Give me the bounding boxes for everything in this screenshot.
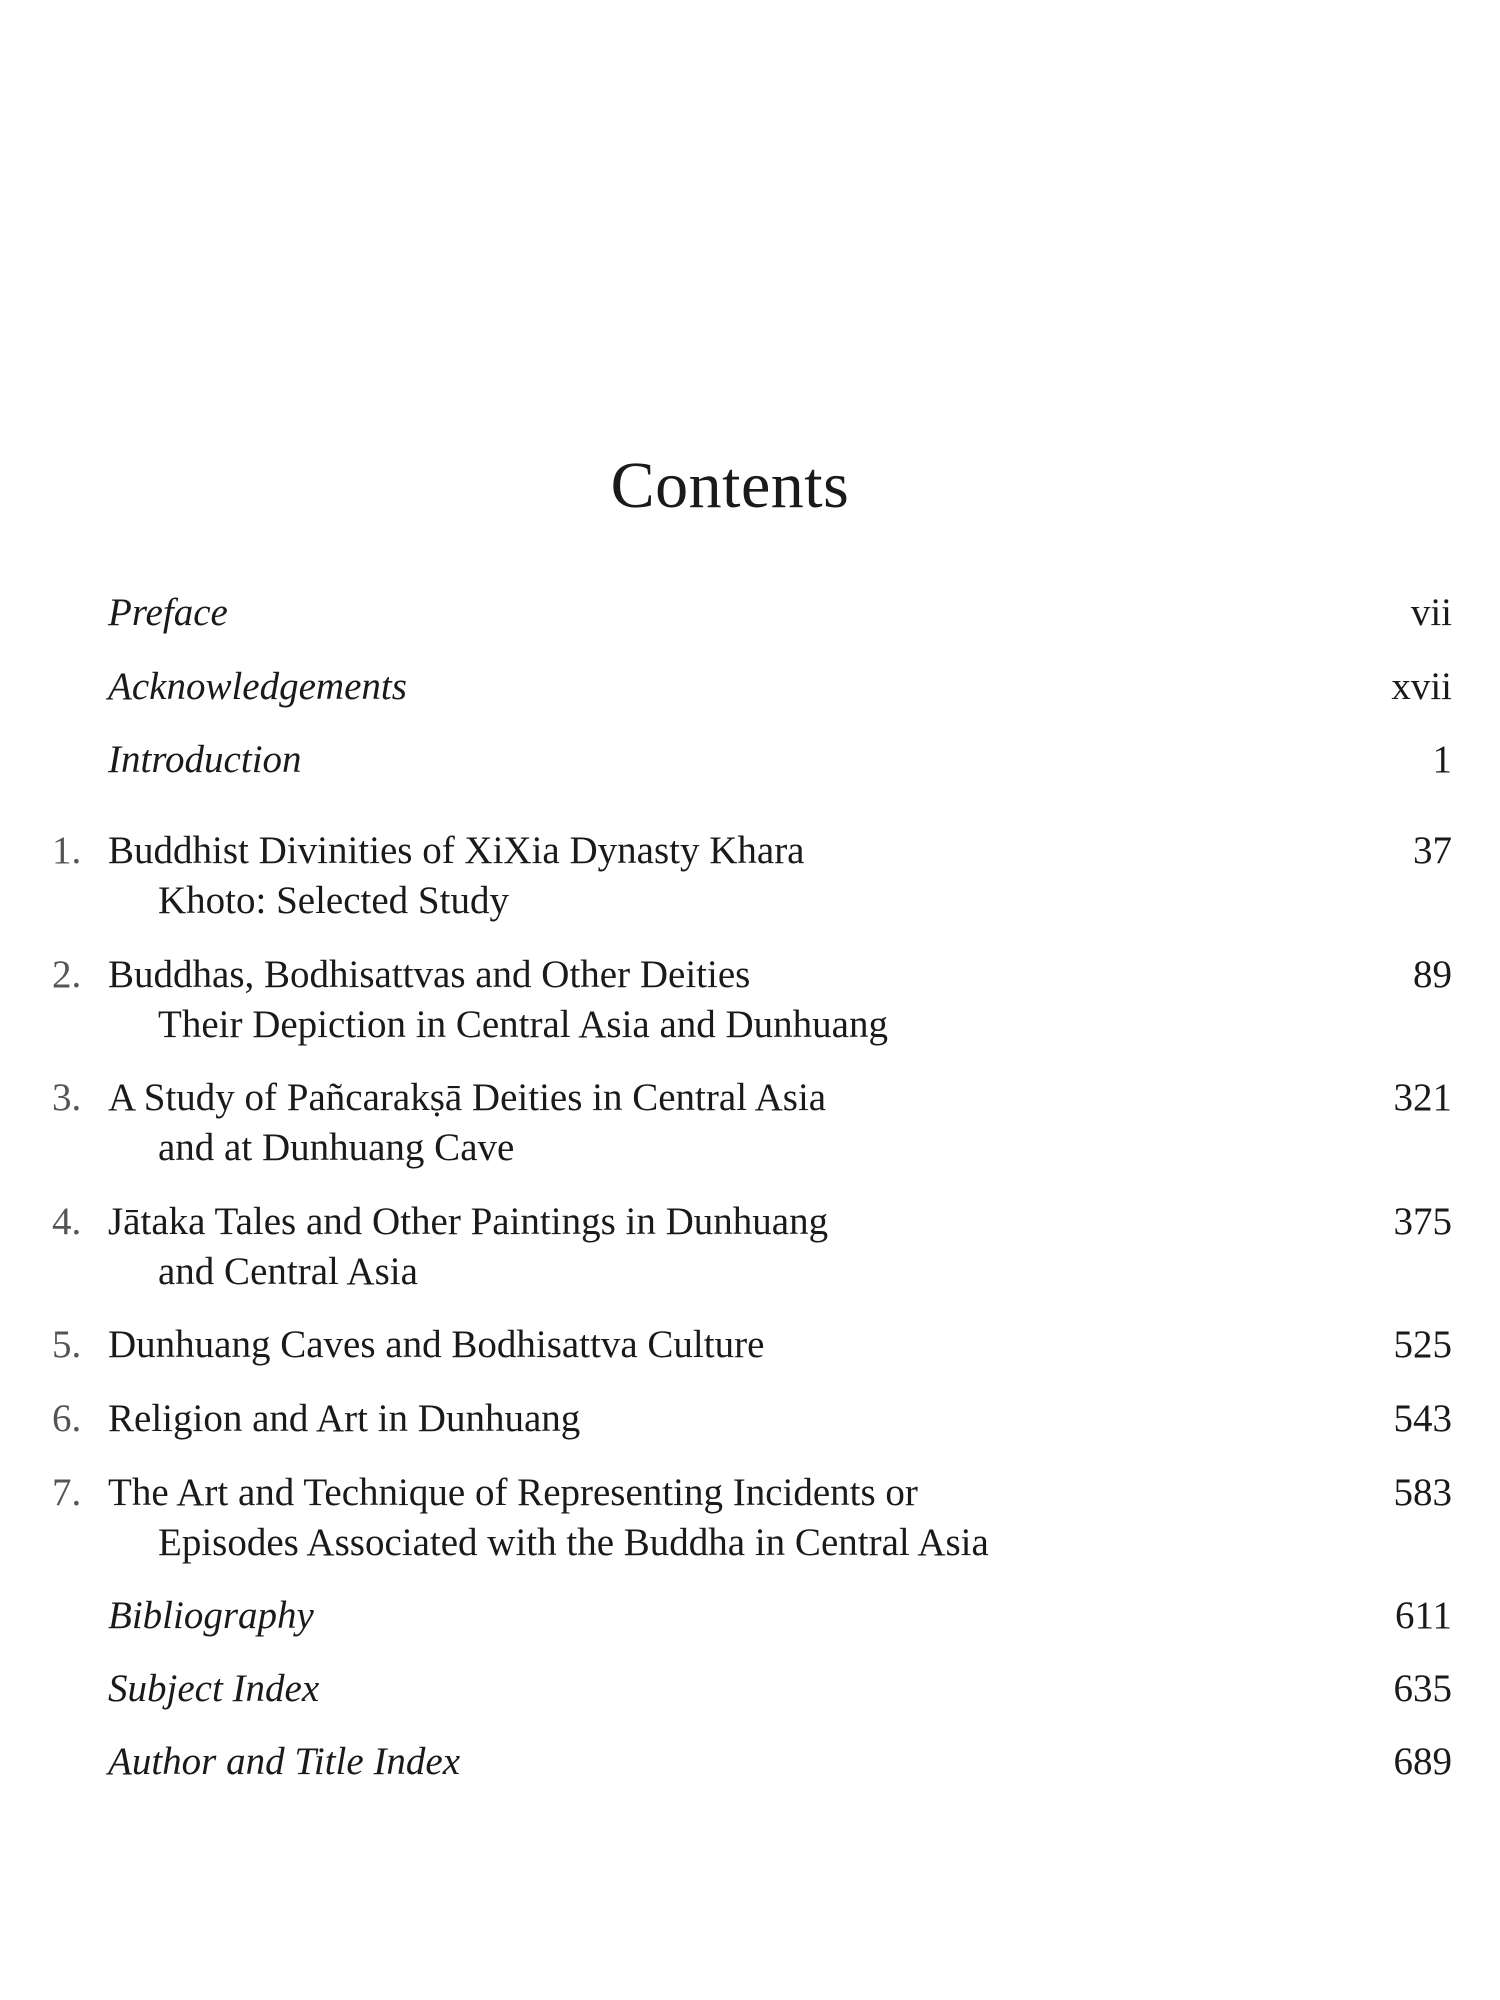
toc-page-number: 375	[1393, 1200, 1452, 1243]
chapter-number: 6.	[52, 1397, 82, 1440]
chapter-title-line1: A Study of Pañcarakṣā Deities in Central Asia	[108, 1076, 827, 1119]
toc-page-number: 689	[1393, 1740, 1452, 1783]
toc-page-number: 321	[1393, 1076, 1452, 1119]
chapter-title-line2: Episodes Associated with the Buddha in Central Asia	[158, 1521, 989, 1564]
toc-page-number: 37	[1413, 829, 1452, 872]
chapter-title-line2: Khoto: Selected Study	[158, 879, 509, 922]
toc-entry-label	[108, 950, 1248, 1050]
toc-page-number: 543	[1393, 1397, 1452, 1440]
toc-entry-label: Author and Title Index	[108, 1740, 461, 1783]
chapter-title-line1: Buddhas, Bodhisattvas and Other Deities	[108, 953, 751, 996]
chapter-number: 2.	[52, 953, 82, 996]
chapter-number: 5.	[52, 1323, 82, 1366]
toc-page-number: 1	[1432, 738, 1452, 781]
chapter-number: 1.	[52, 829, 82, 872]
chapter-title-line2: and at Dunhuang Cave	[158, 1126, 515, 1169]
toc-entry-label	[108, 1073, 1248, 1173]
toc-page-number: 611	[1394, 1594, 1452, 1637]
toc-entry-label: Preface	[108, 591, 228, 634]
toc-entry-label	[108, 1197, 1248, 1297]
chapter-number: 7.	[52, 1471, 82, 1514]
toc-page-number: 89	[1413, 953, 1452, 996]
chapter-number: 4.	[52, 1200, 82, 1243]
chapter-title-line2: Their Depiction in Central Asia and Dunhuang	[158, 1003, 888, 1046]
chapter-title-line2: and Central Asia	[158, 1250, 418, 1293]
toc-entry-label	[108, 826, 1248, 926]
toc-page-number: vii	[1410, 591, 1452, 634]
toc-entry-label	[108, 1468, 1248, 1568]
toc-entry-label: Acknowledgements	[108, 665, 407, 708]
toc-entry-label: Subject Index	[108, 1667, 320, 1710]
toc-entry-label: Dunhuang Caves and Bodhisattva Culture	[108, 1323, 765, 1366]
toc-page-number: 525	[1393, 1323, 1452, 1366]
toc-page-number: 583	[1393, 1471, 1452, 1514]
toc-entry-label: Bibliography	[108, 1594, 314, 1637]
chapter-title-line1: Jātaka Tales and Other Paintings in Dunhuang	[108, 1200, 829, 1243]
page-title: Contents	[610, 449, 850, 522]
chapter-number: 3.	[52, 1076, 82, 1119]
toc-page-number: xvii	[1391, 665, 1452, 708]
chapter-title-line1: The Art and Technique of Representing Incidents or	[108, 1471, 918, 1514]
toc-entry-label: Religion and Art in Dunhuang	[108, 1397, 581, 1440]
chapter-title-line1: Buddhist Divinities of XiXia Dynasty Khara	[108, 829, 805, 872]
toc-page-number: 635	[1393, 1667, 1452, 1710]
toc-entry-label: Introduction	[108, 738, 302, 781]
